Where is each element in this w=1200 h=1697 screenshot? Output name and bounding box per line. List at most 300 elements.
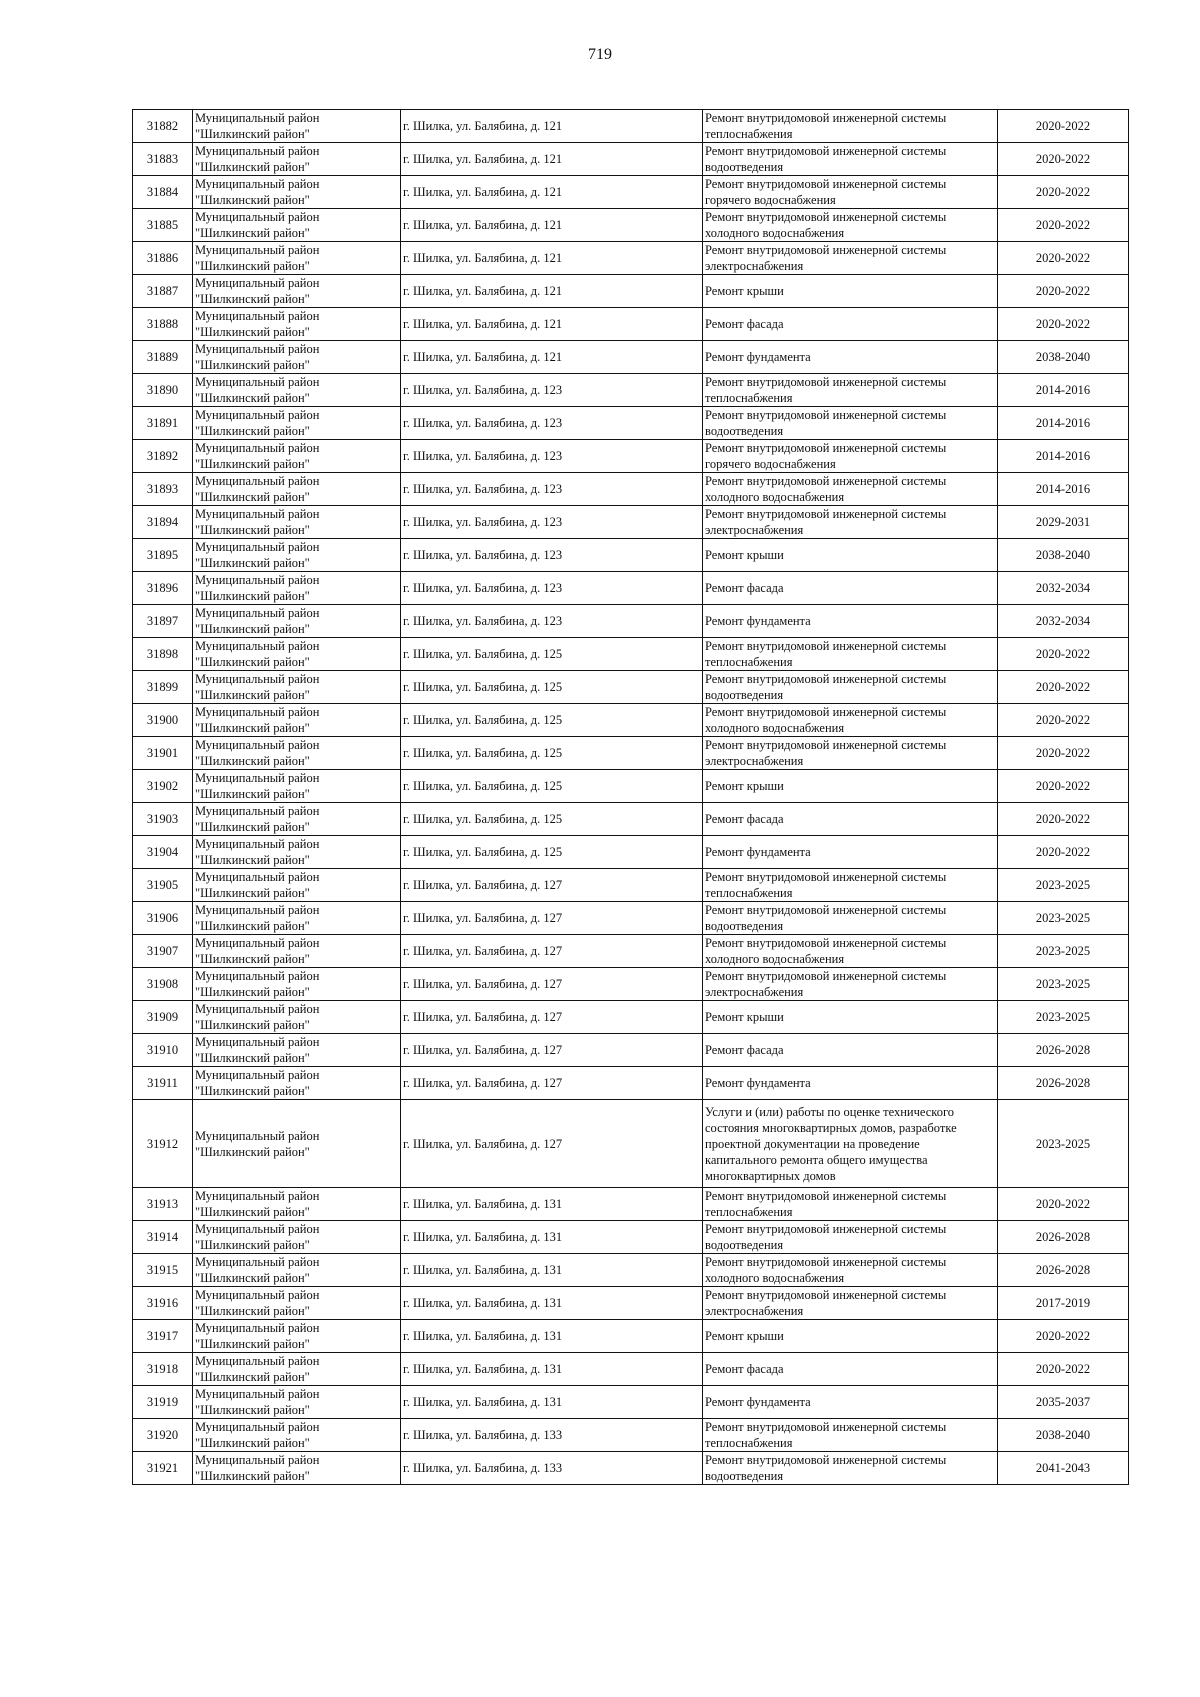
table-row: [133, 473, 1129, 506]
municipality-cell: [193, 110, 401, 143]
period-cell: 2023-2025: [998, 968, 1129, 1001]
work-type-cell: [703, 572, 998, 605]
work-type-cell: [703, 1188, 998, 1221]
period-cell: 2014-2016: [998, 407, 1129, 440]
municipality-cell: [193, 737, 401, 770]
municipality-line: "Шилкинский район": [195, 358, 310, 372]
municipality-line: Муниципальный район: [195, 969, 320, 983]
row-number-cell: 31893: [133, 473, 193, 506]
municipality-line: "Шилкинский район": [195, 1144, 310, 1159]
table-row: [133, 539, 1129, 572]
table-row: [133, 1067, 1129, 1100]
work-type-cell: [703, 1034, 998, 1067]
municipality-line: Муниципальный район: [195, 1387, 320, 1401]
table-row: [133, 110, 1129, 143]
municipality-line: Муниципальный район: [195, 177, 320, 191]
table-row: [133, 308, 1129, 341]
municipality-cell: [193, 803, 401, 836]
municipality-cell: [193, 242, 401, 275]
municipality-line: Муниципальный район: [195, 1002, 320, 1016]
municipality-line: "Шилкинский район": [195, 127, 310, 141]
work-type-line: Ремонт внутридомовой инженерной системы: [705, 639, 947, 653]
municipality-line: "Шилкинский район": [195, 1436, 310, 1450]
period-cell: 2023-2025: [998, 869, 1129, 902]
work-type-line: Ремонт фундамента: [705, 350, 811, 364]
row-number-cell: 31914: [133, 1221, 193, 1254]
row-number-cell: 31915: [133, 1254, 193, 1287]
work-type-cell: [703, 803, 998, 836]
municipality-line: "Шилкинский район": [195, 325, 310, 339]
municipality-line: "Шилкинский район": [195, 655, 310, 669]
row-number-cell: 31902: [133, 770, 193, 803]
table-row: [133, 143, 1129, 176]
municipality-line: "Шилкинский район": [195, 721, 310, 735]
work-type-cell: [703, 1320, 998, 1353]
work-type-line: Ремонт крыши: [705, 779, 784, 793]
work-type-line: водоотведения: [705, 688, 784, 702]
row-number-cell: 31886: [133, 242, 193, 275]
municipality-line: "Шилкинский район": [195, 853, 310, 867]
period-cell: 2014-2016: [998, 440, 1129, 473]
work-type-line: теплоснабжения: [705, 886, 793, 900]
municipality-line: Муниципальный район: [195, 375, 320, 389]
work-type-line: Ремонт внутридомовой инженерной системы: [705, 705, 947, 719]
work-type-cell: [703, 374, 998, 407]
row-number-cell: 31907: [133, 935, 193, 968]
table-row: [133, 1221, 1129, 1254]
table-row: [133, 407, 1129, 440]
work-type-cell: [703, 737, 998, 770]
municipality-line: Муниципальный район: [195, 1255, 320, 1269]
period-cell: 2038-2040: [998, 539, 1129, 572]
work-type-line: Ремонт внутридомовой инженерной системы: [705, 969, 947, 983]
work-type-line: Ремонт крыши: [705, 284, 784, 298]
table-body: [133, 110, 1129, 1485]
table-row: [133, 275, 1129, 308]
municipality-line: "Шилкинский район": [195, 523, 310, 537]
work-type-line: Ремонт фундамента: [705, 1076, 811, 1090]
period-cell: 2020-2022: [998, 1320, 1129, 1353]
address-cell: г. Шилка, ул. Балябина, д. 125: [401, 704, 703, 737]
period-cell: 2020-2022: [998, 143, 1129, 176]
municipality-line: Муниципальный район: [195, 771, 320, 785]
period-cell: 2026-2028: [998, 1254, 1129, 1287]
work-type-line: Ремонт крыши: [705, 1329, 784, 1343]
period-cell: 2020-2022: [998, 242, 1129, 275]
work-type-line: Ремонт внутридомовой инженерной системы: [705, 870, 947, 884]
table-row: [133, 440, 1129, 473]
table-row: [133, 1419, 1129, 1452]
table-row: [133, 770, 1129, 803]
row-number-cell: 31921: [133, 1452, 193, 1485]
table-row: [133, 737, 1129, 770]
work-type-cell: [703, 539, 998, 572]
municipality-line: "Шилкинский район": [195, 1051, 310, 1065]
municipality-line: "Шилкинский район": [195, 193, 310, 207]
period-cell: 2023-2025: [998, 902, 1129, 935]
address-cell: г. Шилка, ул. Балябина, д. 125: [401, 770, 703, 803]
municipality-cell: [193, 1353, 401, 1386]
work-type-line: Ремонт крыши: [705, 1010, 784, 1024]
page-number: 719: [588, 46, 612, 63]
work-type-cell: [703, 869, 998, 902]
municipality-cell: [193, 1320, 401, 1353]
address-cell: г. Шилка, ул. Балябина, д. 123: [401, 539, 703, 572]
municipality-line: Муниципальный район: [195, 837, 320, 851]
municipality-line: Муниципальный район: [195, 342, 320, 356]
work-type-line: Услуги и (или) работы по оценке технического: [705, 1104, 955, 1119]
municipality-cell: [193, 374, 401, 407]
work-type-cell: [703, 1287, 998, 1320]
municipality-line: Муниципальный район: [195, 144, 320, 158]
period-cell: 2041-2043: [998, 1452, 1129, 1485]
municipality-line: Муниципальный район: [195, 1354, 320, 1368]
period-cell: 2020-2022: [998, 836, 1129, 869]
address-cell: г. Шилка, ул. Балябина, д. 121: [401, 143, 703, 176]
address-cell: г. Шилка, ул. Балябина, д. 123: [401, 440, 703, 473]
work-type-cell: [703, 143, 998, 176]
row-number-cell: 31890: [133, 374, 193, 407]
work-type-line: Ремонт фундамента: [705, 614, 811, 628]
address-cell: г. Шилка, ул. Балябина, д. 121: [401, 242, 703, 275]
municipality-line: Муниципальный район: [195, 1128, 320, 1143]
municipality-line: Муниципальный район: [195, 276, 320, 290]
table-row: [133, 1254, 1129, 1287]
table-row: [133, 1353, 1129, 1386]
work-type-line: Ремонт фасада: [705, 812, 784, 826]
work-type-line: Ремонт внутридомовой инженерной системы: [705, 243, 947, 257]
municipality-cell: [193, 506, 401, 539]
work-type-line: Ремонт крыши: [705, 548, 784, 562]
table-row: [133, 605, 1129, 638]
municipality-line: Муниципальный район: [195, 1035, 320, 1049]
work-type-line: теплоснабжения: [705, 127, 793, 141]
municipality-line: "Шилкинский район": [195, 1018, 310, 1032]
municipality-line: "Шилкинский район": [195, 490, 310, 504]
period-cell: 2038-2040: [998, 1419, 1129, 1452]
municipality-cell: [193, 671, 401, 704]
municipality-line: "Шилкинский район": [195, 1304, 310, 1318]
row-number-cell: 31905: [133, 869, 193, 902]
table-row: [133, 902, 1129, 935]
row-number-cell: 31883: [133, 143, 193, 176]
municipality-line: "Шилкинский район": [195, 1238, 310, 1252]
municipality-line: Муниципальный район: [195, 408, 320, 422]
table-row: [133, 1188, 1129, 1221]
period-cell: 2020-2022: [998, 1188, 1129, 1221]
work-type-line: электроснабжения: [705, 259, 804, 273]
work-type-cell: [703, 671, 998, 704]
municipality-cell: [193, 770, 401, 803]
work-type-line: Ремонт фасада: [705, 581, 784, 595]
row-number-cell: 31904: [133, 836, 193, 869]
municipality-cell: [193, 1386, 401, 1419]
address-cell: г. Шилка, ул. Балябина, д. 121: [401, 275, 703, 308]
municipality-line: Муниципальный район: [195, 1189, 320, 1203]
table-row: [133, 1287, 1129, 1320]
municipality-line: Муниципальный район: [195, 507, 320, 521]
municipality-cell: [193, 176, 401, 209]
address-cell: г. Шилка, ул. Балябина, д. 121: [401, 176, 703, 209]
work-type-line: Ремонт фасада: [705, 1362, 784, 1376]
municipality-line: Муниципальный район: [195, 1068, 320, 1082]
municipality-line: "Шилкинский район": [195, 1370, 310, 1384]
work-type-cell: [703, 605, 998, 638]
municipality-cell: [193, 473, 401, 506]
address-cell: г. Шилка, ул. Балябина, д. 125: [401, 671, 703, 704]
table-row: [133, 803, 1129, 836]
address-cell: г. Шилка, ул. Балябина, д. 133: [401, 1419, 703, 1452]
row-number-cell: 31899: [133, 671, 193, 704]
work-type-cell: [703, 770, 998, 803]
period-cell: 2032-2034: [998, 572, 1129, 605]
address-cell: г. Шилка, ул. Балябина, д. 127: [401, 935, 703, 968]
period-cell: 2023-2025: [998, 1001, 1129, 1034]
municipality-cell: [193, 539, 401, 572]
row-number-cell: 31917: [133, 1320, 193, 1353]
municipality-line: "Шилкинский район": [195, 589, 310, 603]
work-type-cell: [703, 1254, 998, 1287]
municipality-line: Муниципальный район: [195, 903, 320, 917]
address-cell: г. Шилка, ул. Балябина, д. 123: [401, 605, 703, 638]
address-cell: г. Шилка, ул. Балябина, д. 125: [401, 803, 703, 836]
work-type-line: теплоснабжения: [705, 1436, 793, 1450]
period-cell: 2029-2031: [998, 506, 1129, 539]
municipality-line: "Шилкинский район": [195, 556, 310, 570]
address-cell: г. Шилка, ул. Балябина, д. 131: [401, 1254, 703, 1287]
work-type-line: Ремонт внутридомовой инженерной системы: [705, 441, 947, 455]
row-number-cell: 31908: [133, 968, 193, 1001]
row-number-cell: 31906: [133, 902, 193, 935]
address-cell: г. Шилка, ул. Балябина, д. 127: [401, 1034, 703, 1067]
address-cell: г. Шилка, ул. Балябина, д. 127: [401, 1067, 703, 1100]
work-type-line: водоотведения: [705, 919, 784, 933]
municipality-cell: [193, 1287, 401, 1320]
municipality-line: "Шилкинский район": [195, 952, 310, 966]
address-cell: г. Шилка, ул. Балябина, д. 127: [401, 968, 703, 1001]
work-type-cell: [703, 836, 998, 869]
municipality-line: "Шилкинский район": [195, 820, 310, 834]
municipality-line: Муниципальный район: [195, 441, 320, 455]
work-type-cell: [703, 1419, 998, 1452]
municipality-line: Муниципальный район: [195, 474, 320, 488]
address-cell: г. Шилка, ул. Балябина, д. 127: [401, 1100, 703, 1188]
work-type-line: Ремонт внутридомовой инженерной системы: [705, 1189, 947, 1203]
work-type-line: водоотведения: [705, 424, 784, 438]
row-number-cell: 31889: [133, 341, 193, 374]
municipality-cell: [193, 572, 401, 605]
municipality-line: "Шилкинский район": [195, 886, 310, 900]
table-row: [133, 1001, 1129, 1034]
municipality-line: Муниципальный район: [195, 573, 320, 587]
row-number-cell: 31910: [133, 1034, 193, 1067]
municipality-cell: [193, 935, 401, 968]
row-number-cell: 31911: [133, 1067, 193, 1100]
table-row: [133, 1034, 1129, 1067]
municipality-line: Муниципальный район: [195, 1420, 320, 1434]
address-cell: г. Шилка, ул. Балябина, д. 123: [401, 407, 703, 440]
table-row: [133, 1452, 1129, 1485]
row-number-cell: 31898: [133, 638, 193, 671]
address-cell: г. Шилка, ул. Балябина, д. 127: [401, 902, 703, 935]
work-type-line: многоквартирных домов: [705, 1168, 836, 1183]
row-number-cell: 31882: [133, 110, 193, 143]
municipality-line: Муниципальный район: [195, 1288, 320, 1302]
address-cell: г. Шилка, ул. Балябина, д. 121: [401, 308, 703, 341]
address-cell: г. Шилка, ул. Балябина, д. 131: [401, 1353, 703, 1386]
period-cell: 2020-2022: [998, 110, 1129, 143]
period-cell: 2020-2022: [998, 638, 1129, 671]
period-cell: 2026-2028: [998, 1034, 1129, 1067]
municipality-line: Муниципальный район: [195, 606, 320, 620]
row-number-cell: 31888: [133, 308, 193, 341]
municipality-cell: [193, 1067, 401, 1100]
work-type-cell: [703, 341, 998, 374]
table-row: [133, 671, 1129, 704]
row-number-cell: 31912: [133, 1100, 193, 1188]
work-type-cell: [703, 209, 998, 242]
address-cell: г. Шилка, ул. Балябина, д. 121: [401, 110, 703, 143]
address-cell: г. Шилка, ул. Балябина, д. 131: [401, 1188, 703, 1221]
work-type-cell: [703, 506, 998, 539]
municipality-cell: [193, 968, 401, 1001]
repair-schedule-table: [132, 109, 1129, 1485]
row-number-cell: 31920: [133, 1419, 193, 1452]
row-number-cell: 31892: [133, 440, 193, 473]
work-type-cell: [703, 968, 998, 1001]
work-type-line: электроснабжения: [705, 985, 804, 999]
work-type-line: Ремонт внутридомовой инженерной системы: [705, 111, 947, 125]
work-type-cell: [703, 440, 998, 473]
municipality-line: "Шилкинский район": [195, 787, 310, 801]
address-cell: г. Шилка, ул. Балябина, д. 123: [401, 506, 703, 539]
municipality-line: "Шилкинский район": [195, 424, 310, 438]
municipality-line: "Шилкинский район": [195, 259, 310, 273]
address-cell: г. Шилка, ул. Балябина, д. 123: [401, 473, 703, 506]
period-cell: 2014-2016: [998, 374, 1129, 407]
period-cell: 2017-2019: [998, 1287, 1129, 1320]
work-type-line: Ремонт фундамента: [705, 1395, 811, 1409]
municipality-cell: [193, 1254, 401, 1287]
municipality-line: "Шилкинский район": [195, 1337, 310, 1351]
work-type-cell: [703, 902, 998, 935]
municipality-line: "Шилкинский район": [195, 1469, 310, 1483]
municipality-cell: [193, 836, 401, 869]
table-row: [133, 242, 1129, 275]
row-number-cell: 31901: [133, 737, 193, 770]
work-type-cell: [703, 1067, 998, 1100]
municipality-line: Муниципальный район: [195, 309, 320, 323]
work-type-cell: [703, 1452, 998, 1485]
address-cell: г. Шилка, ул. Балябина, д. 131: [401, 1287, 703, 1320]
municipality-cell: [193, 704, 401, 737]
work-type-line: Ремонт внутридомовой инженерной системы: [705, 903, 947, 917]
work-type-line: электроснабжения: [705, 754, 804, 768]
period-cell: 2035-2037: [998, 1386, 1129, 1419]
address-cell: г. Шилка, ул. Балябина, д. 125: [401, 737, 703, 770]
address-cell: г. Шилка, ул. Балябина, д. 131: [401, 1320, 703, 1353]
work-type-cell: [703, 308, 998, 341]
work-type-line: состояния многоквартирных домов, разработке: [705, 1120, 957, 1135]
municipality-line: "Шилкинский район": [195, 1271, 310, 1285]
period-cell: 2020-2022: [998, 209, 1129, 242]
municipality-line: "Шилкинский район": [195, 1205, 310, 1219]
address-cell: г. Шилка, ул. Балябина, д. 123: [401, 374, 703, 407]
work-type-line: Ремонт внутридомовой инженерной системы: [705, 1255, 947, 1269]
work-type-line: горячего водоснабжения: [705, 193, 836, 207]
work-type-line: Ремонт внутридомовой инженерной системы: [705, 408, 947, 422]
municipality-line: "Шилкинский район": [195, 1403, 310, 1417]
row-number-cell: 31913: [133, 1188, 193, 1221]
municipality-line: Муниципальный район: [195, 738, 320, 752]
municipality-cell: [193, 1001, 401, 1034]
table-row: [133, 704, 1129, 737]
municipality-line: "Шилкинский район": [195, 160, 310, 174]
table-row: [133, 836, 1129, 869]
row-number-cell: 31894: [133, 506, 193, 539]
municipality-line: "Шилкинский район": [195, 754, 310, 768]
work-type-line: холодного водоснабжения: [705, 721, 845, 735]
address-cell: г. Шилка, ул. Балябина, д. 123: [401, 572, 703, 605]
period-cell: 2032-2034: [998, 605, 1129, 638]
period-cell: 2020-2022: [998, 176, 1129, 209]
period-cell: 2020-2022: [998, 770, 1129, 803]
table-row: [133, 176, 1129, 209]
address-cell: г. Шилка, ул. Балябина, д. 127: [401, 869, 703, 902]
municipality-line: Муниципальный район: [195, 243, 320, 257]
row-number-cell: 31919: [133, 1386, 193, 1419]
table-row: [133, 572, 1129, 605]
municipality-line: "Шилкинский район": [195, 226, 310, 240]
work-type-cell: [703, 110, 998, 143]
work-type-line: теплоснабжения: [705, 655, 793, 669]
address-cell: г. Шилка, ул. Балябина, д. 131: [401, 1221, 703, 1254]
table-row: [133, 638, 1129, 671]
row-number-cell: 31897: [133, 605, 193, 638]
work-type-line: электроснабжения: [705, 1304, 804, 1318]
municipality-cell: [193, 605, 401, 638]
work-type-line: теплоснабжения: [705, 391, 793, 405]
work-type-cell: [703, 638, 998, 671]
work-type-line: Ремонт внутридомовой инженерной системы: [705, 177, 947, 191]
work-type-cell: [703, 473, 998, 506]
work-type-line: холодного водоснабжения: [705, 952, 845, 966]
municipality-cell: [193, 1221, 401, 1254]
address-cell: г. Шилка, ул. Балябина, д. 127: [401, 1001, 703, 1034]
municipality-line: Муниципальный район: [195, 705, 320, 719]
municipality-line: "Шилкинский район": [195, 1084, 310, 1098]
municipality-cell: [193, 1419, 401, 1452]
municipality-line: Муниципальный район: [195, 639, 320, 653]
table-row: [133, 1100, 1129, 1188]
work-type-line: Ремонт внутридомовой инженерной системы: [705, 375, 947, 389]
municipality-cell: [193, 143, 401, 176]
work-type-line: Ремонт внутридомовой инженерной системы: [705, 507, 947, 521]
work-type-cell: [703, 935, 998, 968]
municipality-cell: [193, 275, 401, 308]
work-type-line: теплоснабжения: [705, 1205, 793, 1219]
table-row: [133, 209, 1129, 242]
work-type-cell: [703, 1386, 998, 1419]
work-type-line: холодного водоснабжения: [705, 490, 845, 504]
municipality-line: Муниципальный район: [195, 672, 320, 686]
table-row: [133, 935, 1129, 968]
work-type-line: электроснабжения: [705, 523, 804, 537]
table-row: [133, 869, 1129, 902]
work-type-cell: [703, 1353, 998, 1386]
row-number-cell: 31885: [133, 209, 193, 242]
table-row: [133, 374, 1129, 407]
